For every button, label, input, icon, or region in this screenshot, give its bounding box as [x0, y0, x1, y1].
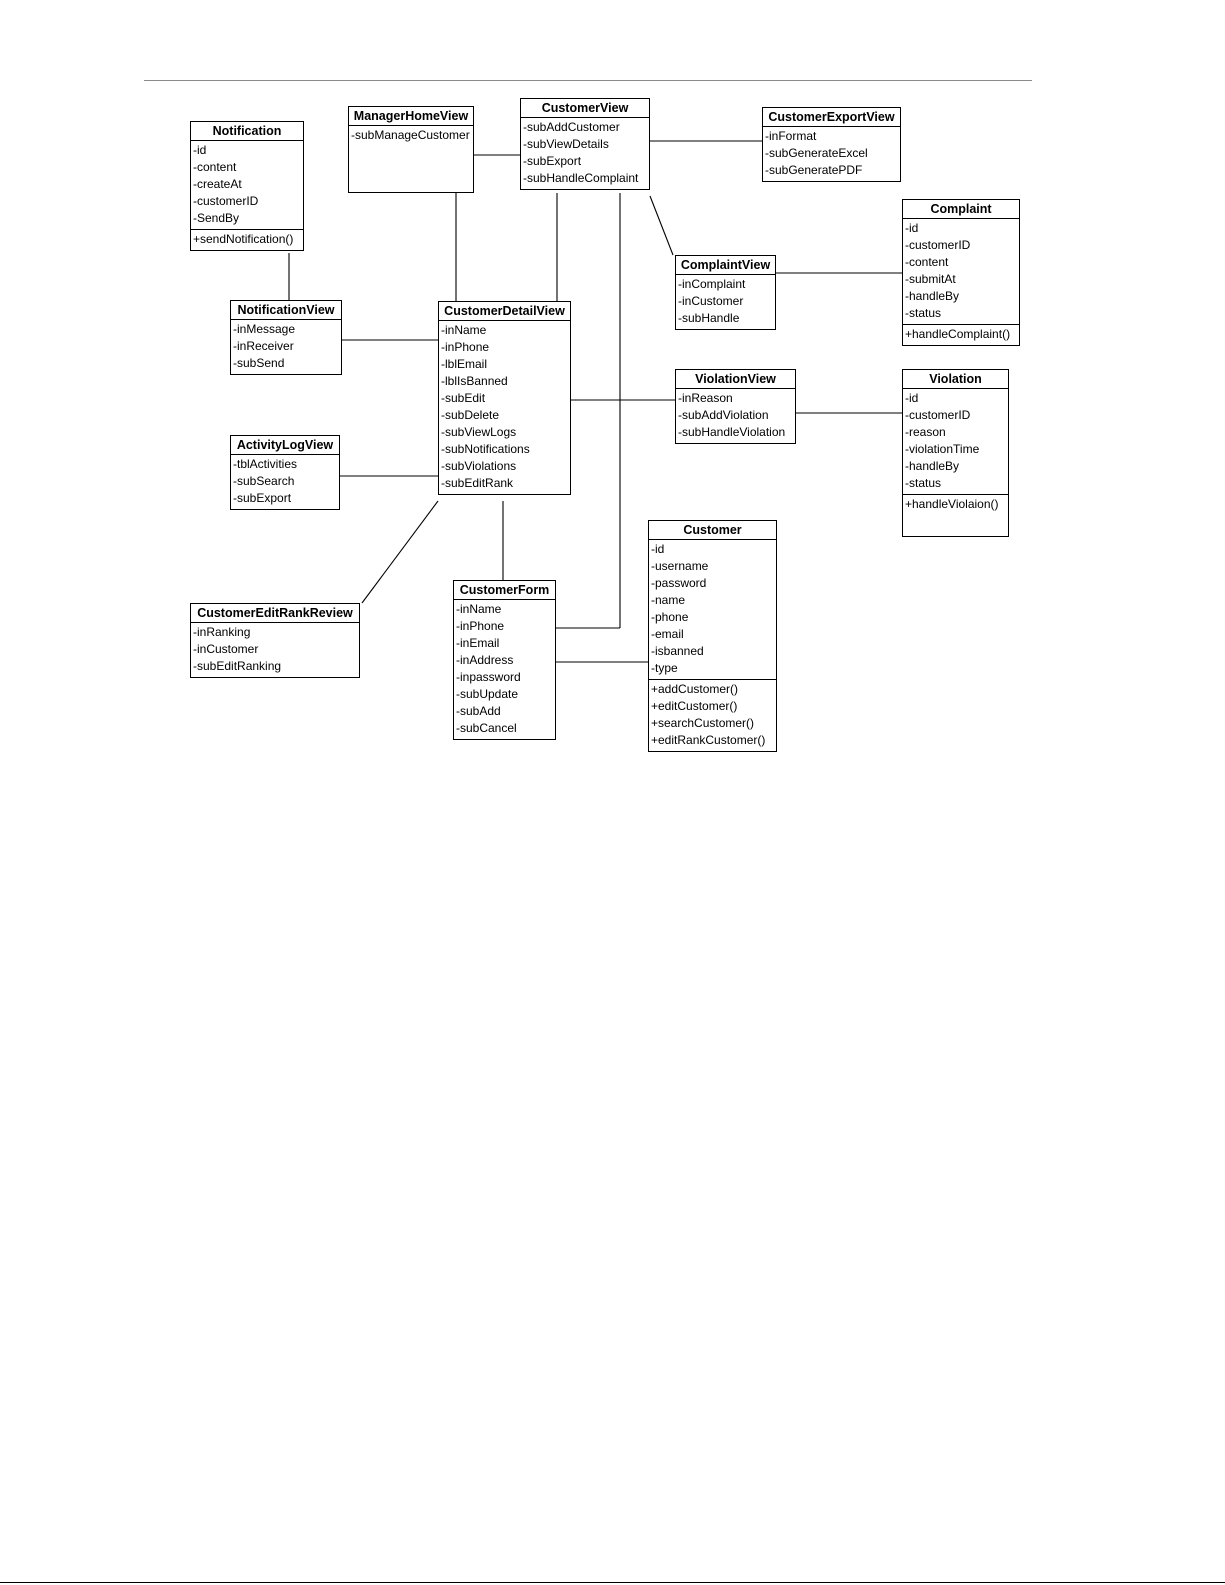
class-attribute: -subViolations	[441, 459, 517, 473]
class-attribute: -name	[651, 593, 686, 607]
class-attribute: -id	[905, 391, 919, 405]
class-attribute: -subEdit	[441, 391, 486, 405]
class-attribute: -tblActivities	[233, 457, 298, 471]
class-attribute: -subViewLogs	[441, 425, 517, 439]
class-attribute: -content	[193, 160, 237, 174]
class-attribute: -SendBy	[193, 211, 240, 225]
class-attribute: -subAddCustomer	[523, 120, 620, 134]
class-attribute: -subExport	[233, 491, 292, 505]
class-name: NotificationView	[231, 301, 341, 320]
class-attribute: -subAddViolation	[678, 408, 769, 422]
class-attribute: -phone	[651, 610, 689, 624]
class-attribute: -inName	[441, 323, 487, 337]
class-name: CustomerView	[521, 99, 649, 118]
class-attribute: -inRanking	[193, 625, 251, 639]
class-attribute: -lblEmail	[441, 357, 488, 371]
class-attribute: -subSend	[233, 356, 285, 370]
class-attribute: -status	[905, 306, 942, 320]
class-attribute: -inPhone	[456, 619, 505, 633]
class-attribute: -subExport	[523, 154, 582, 168]
class-attribute: -inpassword	[456, 670, 521, 684]
class-box-notification-view	[230, 300, 342, 375]
attribute-compartment	[191, 141, 303, 229]
operation-compartment	[903, 324, 1019, 345]
class-attribute: -subHandleViolation	[678, 425, 786, 439]
class-attribute: -inReceiver	[233, 339, 294, 353]
class-attribute: -password	[651, 576, 707, 590]
class-box-violation-view	[675, 369, 796, 444]
class-attribute: -inFormat	[765, 129, 817, 143]
class-attribute: -subNotifications	[441, 442, 530, 456]
class-name: ActivityLogView	[231, 436, 339, 455]
class-attribute: -subAdd	[456, 704, 501, 718]
class-attribute: -subUpdate	[456, 687, 519, 701]
class-attribute: -createAt	[193, 177, 242, 191]
class-attribute: -subEditRanking	[193, 659, 282, 673]
class-operation: +editCustomer()	[651, 699, 738, 713]
class-name: Notification	[191, 122, 303, 141]
class-operation: +editRankCustomer()	[651, 733, 766, 747]
attribute-compartment	[231, 320, 341, 374]
class-name: ComplaintView	[676, 256, 775, 275]
class-box-customer-form	[453, 580, 556, 740]
attribute-compartment	[439, 321, 570, 494]
class-attribute: -inAddress	[456, 653, 514, 667]
class-box-customer	[648, 520, 777, 752]
class-box-customer-edit-rank-review	[190, 603, 360, 678]
class-box-activity-log-view	[230, 435, 340, 510]
attribute-compartment	[521, 118, 649, 189]
class-attribute: -customerID	[193, 194, 259, 208]
class-box-customer-view	[520, 98, 650, 190]
class-name: ManagerHomeView	[349, 107, 473, 126]
class-attribute: -lblIsBanned	[441, 374, 508, 388]
class-attribute: -username	[651, 559, 709, 573]
class-operation: +handleComplaint()	[905, 327, 1011, 341]
class-operation: +sendNotification()	[193, 232, 294, 246]
attribute-compartment	[763, 127, 900, 181]
class-attribute: -inEmail	[456, 636, 500, 650]
attribute-compartment	[454, 600, 555, 739]
class-box-violation	[902, 369, 1009, 537]
class-operation: +handleViolaion()	[905, 497, 999, 511]
association-line-detail-to-editrankreview	[362, 501, 438, 603]
attribute-compartment	[349, 126, 473, 146]
class-attribute: -content	[905, 255, 949, 269]
class-name: ViolationView	[676, 370, 795, 389]
class-attribute: -subGeneratePDF	[765, 163, 863, 177]
attribute-compartment	[903, 389, 1008, 494]
class-attribute: -status	[905, 476, 942, 490]
class-attribute: -customerID	[905, 408, 971, 422]
class-attribute: -inComplaint	[678, 277, 746, 291]
class-attribute: -id	[193, 143, 207, 157]
class-attribute: -isbanned	[651, 644, 704, 658]
attribute-compartment	[649, 540, 776, 679]
class-name: CustomerForm	[454, 581, 555, 600]
class-box-customer-detail-view	[438, 301, 571, 495]
class-name: Complaint	[903, 200, 1019, 219]
class-attribute: -subSearch	[233, 474, 295, 488]
class-attribute: -id	[905, 221, 919, 235]
class-attribute: -type	[651, 661, 678, 675]
class-attribute: -customerID	[905, 238, 971, 252]
class-attribute: -reason	[905, 425, 946, 439]
class-attribute: -handleBy	[905, 289, 960, 303]
class-name: Violation	[903, 370, 1008, 389]
class-box-notification	[190, 121, 304, 251]
class-attribute: -subHandleComplaint	[523, 171, 639, 185]
class-name: CustomerEditRankReview	[191, 604, 359, 623]
class-box-customer-export-view	[762, 107, 901, 182]
class-attribute: -handleBy	[905, 459, 960, 473]
class-attribute: -violationTime	[905, 442, 980, 456]
attribute-compartment	[191, 623, 359, 677]
class-name: CustomerExportView	[763, 108, 900, 127]
class-name: Customer	[649, 521, 776, 540]
association-line-customerview-to-complaintview	[650, 196, 673, 255]
class-attribute: -subManageCustomer	[351, 128, 470, 142]
class-attribute: -email	[651, 627, 684, 641]
class-attribute: -subGenerateExcel	[765, 146, 868, 160]
attribute-compartment	[676, 389, 795, 443]
class-operation: +addCustomer()	[651, 682, 739, 696]
class-attribute: -subViewDetails	[523, 137, 609, 151]
class-attribute: -subEditRank	[441, 476, 514, 490]
attribute-compartment	[231, 455, 339, 509]
class-attribute: -inName	[456, 602, 502, 616]
class-box-manager-home-view	[348, 106, 474, 193]
class-box-complaint-view	[675, 255, 776, 330]
class-attribute: -inCustomer	[678, 294, 744, 308]
class-attribute: -inReason	[678, 391, 733, 405]
class-attribute: -subCancel	[456, 721, 517, 735]
class-operation: +searchCustomer()	[651, 716, 755, 730]
operation-compartment	[903, 494, 1008, 515]
class-name: CustomerDetailView	[439, 302, 570, 321]
operation-compartment	[191, 229, 303, 250]
operation-compartment	[649, 679, 776, 751]
class-attribute: -subDelete	[441, 408, 500, 422]
class-attribute: -inCustomer	[193, 642, 259, 656]
attribute-compartment	[903, 219, 1019, 324]
attribute-compartment	[676, 275, 775, 329]
class-box-complaint	[902, 199, 1020, 346]
class-attribute: -id	[651, 542, 665, 556]
class-attribute: -inMessage	[233, 322, 296, 336]
class-attribute: -submitAt	[905, 272, 956, 286]
class-attribute: -subHandle	[678, 311, 740, 325]
class-attribute: -inPhone	[441, 340, 490, 354]
